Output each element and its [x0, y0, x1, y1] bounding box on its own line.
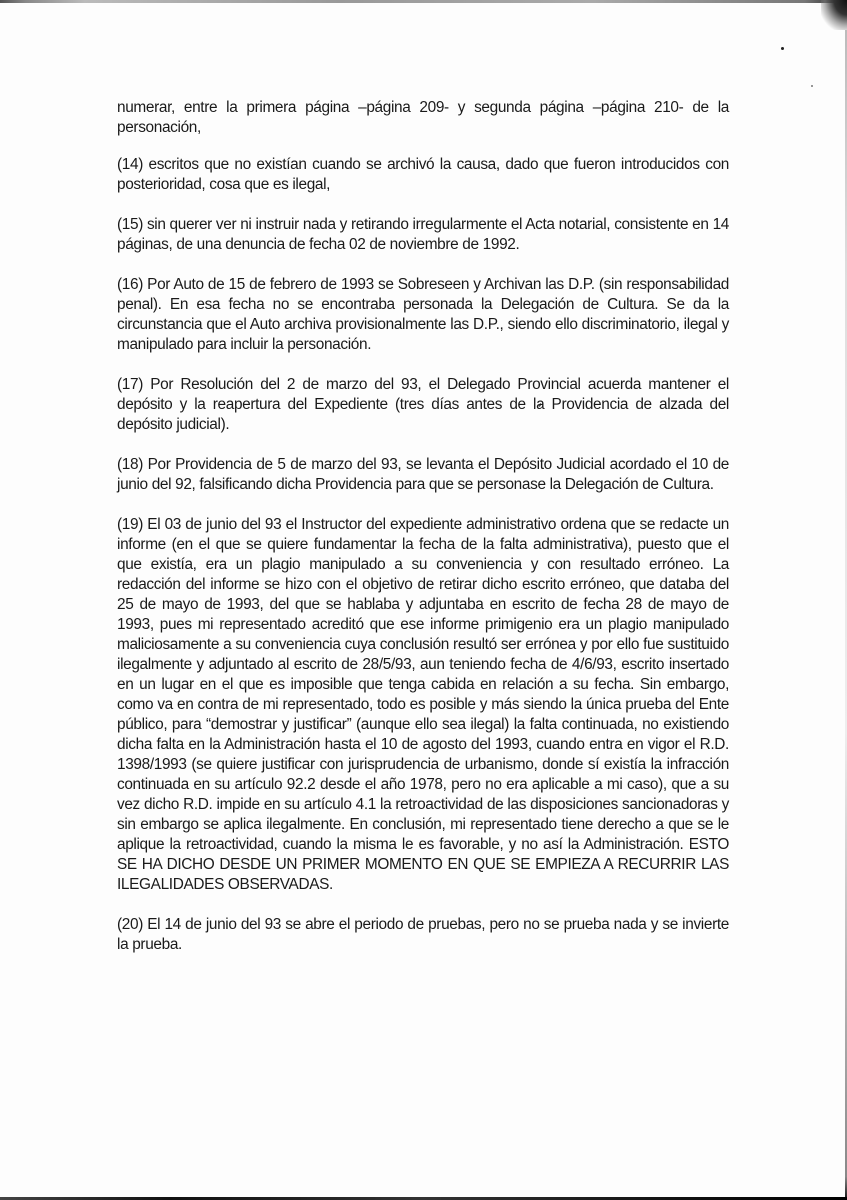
paragraph-17: (17) Por Resolución del 2 de marzo del 93, el Delegado Provincial acuerda mantener el depósito y la reapertura del Expediente (tres días antes de la Providencia de alzada del depósito judicial).: [117, 376, 729, 433]
paragraph-18: (18) Por Providencia de 5 de marzo del 93, se levanta el Depósito Judicial acordado el 10 de junio del 92, falsificando dicha Providencia para que se personase la Delegación de Cultura.: [117, 456, 729, 493]
paragraph-16: (16) Por Auto de 15 de febrero de 1993 se Sobreseen y Archivan las D.P. (sin responsabilidad penal). En esa fecha no se encontraba personada la Delegación de Cultura. Se da la circunstancia que el Auto archiva provisionalmente las D.P., siendo ello discriminatorio, ilegal y manipulado para incluir la personación.: [117, 276, 729, 353]
document-page: [117, 98, 729, 975]
scan-speck: [811, 85, 813, 87]
scan-border-top: [0, 0, 847, 3]
scan-speck: [781, 47, 784, 50]
paragraph-20: (20) El 14 de junio del 93 se abre el periodo de pruebas, pero no se prueba nada y se invierte la prueba.: [117, 916, 729, 953]
paragraph-14: (14) escritos que no existían cuando se archivó la causa, dado que fueron introducidos con posterioridad, cosa que es ilegal,: [117, 156, 729, 193]
paragraph-continuation: numerar, entre la primera página –página 209- y segunda página –página 210- de la personación,: [117, 99, 729, 136]
paragraph-19: (19) El 03 de junio del 93 el Instructor del expediente administrativo ordena que se redacte un informe (en el que se quiere fundamentar la fecha de la falta administrativa), puesto que el que existía, era un plagio manipulado a su conveniencia y con resultado erróneo. La redacción del informe se hizo con el objetivo de retirar dicho escrito erróneo, que databa del 25 de mayo de 1993, del que se hablaba y adjuntaba en escrito de fecha 28 de mayo de 1993, pues mi representado acreditó que ese informe primigenio era un plagio manipulado maliciosamente a su conveniencia cuya conclusión resultó ser errónea y por ello fue sustituido ilegalmente y adjuntado al escrito de 28/5/93, aun teniendo fecha de 4/6/93, escrito insertado en un lugar en el que es imposible que tenga cabida en relación a su fecha. Sin embargo, como va en contra de mi representado, todo es posible y más siendo la única prueba del Ente público, para “demostrar y justificar” (aunque ello sea ilegal) la falta continuada, no existiendo dicha falta en la Administración hasta el 10 de agosto del 1993, cuando entra en vigor el R.D. 1398/1993 (se quiere justificar con jurisprudencia de urbanismo, donde sí existía la infracción continuada en su artículo 92.2 desde el año 1978, pero no era aplicable a mi caso), que a su vez dicho R.D. impide en su artículo 4.1 la retroactividad de las disposiciones sancionadoras y sin embargo se aplica ilegalmente. En conclusión, mi representado tiene derecho a que se le aplique la retroactividad, cuando la misma le es favorable, y no así la Administración. ESTO SE HA DICHO DESDE UN PRIMER MOMENTO EN QUE SE EMPIEZA A RECURRIR LAS ILEGALIDADES OBSERVADAS.: [117, 516, 729, 893]
scan-corner-shadow: [821, 0, 847, 30]
paragraph-15: (15) sin querer ver ni instruir nada y retirando irregularmente el Acta notarial, consistente en 14 páginas, de una denuncia de fecha 02 de noviembre de 1992.: [117, 216, 729, 253]
